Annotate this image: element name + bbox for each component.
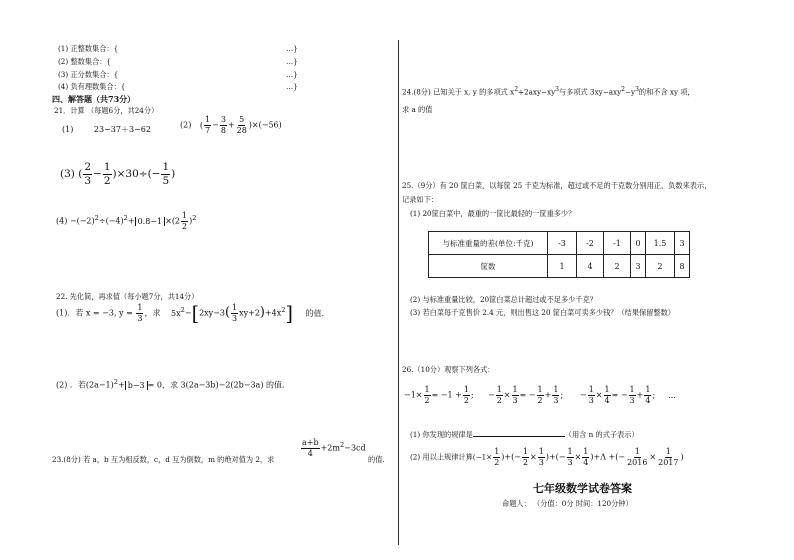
q25-line1: 25.（9分）有 20 筐白菜，以每筐 25 千克为标准，超过或不足的千克数分别用正、负数来表示， — [402, 181, 712, 190]
expression: = − — [611, 390, 628, 400]
q25-sub1: (1) 20筐白菜中，最重的一筐比最轻的一筐重多少？ — [410, 209, 576, 218]
table-cell: -3 — [548, 232, 577, 255]
expression: = − — [519, 390, 536, 400]
fraction: $\frac{1}{3}$ — [629, 385, 635, 405]
q21-part1 — [62, 124, 151, 135]
operator: + — [127, 216, 135, 226]
exponent: 2 — [339, 440, 345, 449]
fraction: $\frac{1}{2}$ — [537, 385, 543, 405]
exponent: 2 — [113, 378, 119, 386]
exponent: 2 — [94, 213, 99, 222]
expression: +4x — [264, 308, 282, 318]
answer-meta: 命题人： （分值：0分 时间：120分钟） — [502, 499, 633, 508]
expression: −3cd — [344, 443, 366, 453]
operator: + — [118, 380, 125, 390]
answer-blank[interactable] — [473, 428, 565, 437]
expression: xy+2 — [239, 308, 260, 318]
part-label: (3) — [60, 168, 75, 180]
operator: − — [212, 120, 219, 130]
fraction: $\frac{1}{2}$ — [496, 385, 502, 405]
fraction: $\frac{1}{2016}$ — [627, 447, 648, 467]
q23-expression — [300, 439, 366, 458]
table-cell: 1.5 — [646, 232, 675, 255]
fraction: $\frac{1}{3}$ — [538, 447, 544, 467]
exponent: 2 — [123, 213, 128, 222]
paren-open: ( — [225, 305, 230, 321]
q25-sub2: (2) 与标准重量比较，20筐白菜总计超过或不足多少千克？ — [410, 295, 597, 304]
fraction: $\frac{1}{2}$ — [424, 385, 430, 405]
table-cell: 4 — [577, 255, 604, 278]
expression: )×30÷(− — [112, 168, 161, 180]
table-cell: 2 — [646, 255, 675, 278]
q26-example-3: − $\frac{1}{3}$ × $\frac{1}{4}$ = − $\frac{1}{3}$ + $\frac{1}{4}$ ; — [580, 385, 656, 405]
text: (1) 你发现的规律是 — [410, 430, 473, 439]
paren-close: ) — [259, 305, 265, 321]
q26-sub1 — [410, 428, 639, 440]
fraction: $\frac{1}{4}$ — [645, 385, 651, 405]
operator: + — [544, 390, 552, 400]
set-close-4 — [286, 82, 298, 91]
expression: 的值. — [305, 308, 325, 318]
section-heading: 四、解答题（共73分） — [52, 94, 136, 104]
q26-ellipsis: … — [668, 391, 676, 400]
fraction: $\frac{1}{2}$ — [103, 161, 111, 187]
fraction: $\frac{5}{28}$ — [236, 115, 247, 135]
part-label: (4) — [56, 216, 68, 226]
fraction: $\frac{1}{3}$ — [137, 303, 143, 324]
q21-part2 — [180, 116, 282, 135]
part-label: (1) — [62, 125, 74, 134]
exponent: 2 — [180, 305, 185, 314]
q26-example-2: − $\frac{1}{2}$ × $\frac{1}{3}$ = − $\frac{1}{2}$ + $\frac{1}{3}$ ; — [488, 385, 564, 405]
q24-line2: 求 a 的值 — [402, 105, 433, 114]
text: （用含 n 的式子表示） — [564, 430, 639, 439]
paren: ) — [189, 216, 193, 226]
expression: (2) ．若 — [56, 380, 86, 390]
table-cell: -1 — [604, 232, 631, 255]
table-header: 与标准重量的差(单位:千克) — [429, 232, 548, 255]
q21-part4 — [56, 212, 197, 231]
operator: × — [530, 452, 537, 462]
set-close-1 — [286, 44, 298, 53]
operator: − — [93, 168, 102, 180]
fraction: $\frac{1}{3}$ — [567, 447, 573, 467]
expression: −(−2) — [69, 216, 95, 226]
q23-tail: 的值. — [368, 455, 385, 464]
table-cell: 8 — [675, 255, 690, 278]
expression: ÷(−4) — [98, 216, 124, 226]
fraction: $\frac{1}{4}$ — [604, 385, 610, 405]
fraction: $\frac{3}{8}$ — [220, 115, 226, 135]
fraction: $\frac{1}{2017}$ — [658, 447, 679, 467]
q22-title: 22. 先化简，再求值（每小题7分，共14分） — [56, 292, 199, 301]
set-item-4 — [58, 82, 125, 92]
expression: 2xy−3 — [199, 308, 225, 318]
operator: − — [184, 308, 192, 318]
answer-title: 七年级数学试卷答案 — [533, 482, 632, 495]
part-label: (2) — [180, 120, 192, 130]
fraction: $\frac{1}{4}$ — [583, 447, 589, 467]
q25-sub3: (3) 若白菜每千克售价 2.4 元，则出售这 20 筐白菜可卖多少钱？（结果保留整数） — [410, 308, 675, 317]
expression: (1)．若 x = −3, y = — [56, 308, 136, 318]
expression: − — [488, 390, 495, 400]
q26-example-1: −1× $\frac{1}{2}$ = −1 + $\frac{1}{2}$ ; — [404, 385, 474, 405]
exponent: 2 — [514, 86, 519, 93]
table-header: 筐数 — [429, 255, 548, 278]
fraction: $\frac{1}{2}$ — [463, 385, 469, 405]
text: 24.(8分) 已知关于 x, y 的多项式 x — [402, 87, 515, 97]
operator: × — [503, 390, 511, 400]
paren: ) — [171, 168, 176, 180]
table-cell: 1 — [548, 255, 577, 278]
expression: = −1 + — [431, 390, 462, 400]
table-row — [429, 232, 690, 255]
table-cell: 0 — [631, 232, 646, 255]
absolute-value: b−3 — [125, 381, 148, 390]
operator: × — [595, 390, 603, 400]
table-cell: -2 — [577, 232, 604, 255]
operator: × — [574, 452, 582, 462]
text: +2axy−xy — [518, 87, 556, 97]
operator: + — [636, 390, 644, 400]
set-close: …} — [286, 82, 298, 91]
set-close: …} — [286, 44, 298, 53]
column-divider — [398, 40, 399, 545]
exponent: 2 — [621, 86, 625, 93]
table-cell: 3 — [631, 255, 646, 278]
exponent: 2 — [281, 305, 286, 314]
q24-line1 — [402, 86, 695, 97]
set-label: (4) 负有理数集合：{ — [58, 82, 126, 91]
expression: )+Λ +(− — [590, 452, 626, 462]
fraction: $\frac{1}{2}$ — [522, 447, 529, 467]
bracket-close: ] — [285, 302, 293, 325]
expression: +2m — [320, 443, 340, 453]
paren: ( — [78, 168, 83, 180]
expression: = 0，求 3(2a−3b)−2(2b−3a) 的值. — [147, 380, 285, 390]
operator: + — [227, 120, 235, 130]
paren: ) — [680, 452, 684, 462]
expression: )+(− — [501, 452, 521, 462]
q21-part3 — [60, 162, 175, 186]
set-close: …} — [286, 70, 298, 79]
q22-part1 — [56, 304, 324, 323]
bracket-open: [ — [191, 302, 200, 325]
paren: ( — [199, 120, 204, 130]
set-label: (2) 整数集合：{ — [58, 57, 111, 66]
fraction: $\frac{1}{3}$ — [232, 303, 238, 324]
text: 与多项式 3xy−axy — [558, 87, 622, 97]
set-close-3 — [286, 70, 298, 79]
set-label: (1) 正整数集合：{ — [58, 44, 119, 53]
q26-title: 26.（10分）观察下列各式： — [402, 365, 495, 374]
fraction: $\frac{1}{5}$ — [162, 161, 170, 187]
fraction: $\frac{a+b}{4}$ — [302, 438, 319, 458]
expression: 23−37＋3−62 — [93, 125, 151, 134]
operator: × — [649, 452, 657, 462]
expression: −1× — [404, 390, 423, 400]
table-cell: 3 — [675, 232, 690, 255]
expression: ×(2 — [165, 216, 181, 226]
q22-part2 — [56, 378, 285, 391]
fraction: $\frac{1}{2}$ — [494, 447, 500, 467]
exponent: 3 — [635, 86, 639, 93]
q21-title: 21．计算 （每题6分，共24分） — [54, 106, 159, 115]
table-row — [429, 255, 690, 278]
fraction: $\frac{2}{3}$ — [84, 161, 92, 187]
expression: − — [580, 390, 587, 400]
text: (2) 用以上规律计算(−1× — [410, 452, 493, 462]
fraction: $\frac{1}{3}$ — [512, 385, 518, 405]
text: −y — [624, 87, 636, 97]
deviation-table — [428, 231, 690, 278]
expression: ，求 — [144, 308, 161, 318]
set-item-1 — [58, 44, 118, 54]
expression: 5x — [171, 308, 181, 318]
expression: )×(−56) — [248, 120, 282, 130]
expression: )+(− — [545, 452, 566, 462]
expression: (2a−1) — [85, 380, 114, 390]
q25-line2: 记录如下： — [402, 195, 438, 204]
set-item-3 — [58, 70, 118, 80]
text: 的和不含 xy 项， — [638, 87, 695, 97]
exponent: 2 — [192, 213, 197, 222]
fraction: $\frac{1}{3}$ — [588, 385, 594, 405]
table-cell: 2 — [604, 255, 631, 278]
fraction: $\frac{1}{7}$ — [205, 115, 211, 135]
set-item-2 — [58, 57, 111, 67]
absolute-value: 0.8−1 — [135, 217, 166, 226]
q26-sub2 — [410, 448, 684, 467]
set-close: …} — [286, 57, 298, 66]
exponent: 3 — [555, 86, 559, 93]
q23-text: 23.(8分) 若 a，b 互为相反数，c，d 互为倒数，m 的绝对值为 2，求 — [52, 455, 275, 464]
fraction: $\frac{1}{3}$ — [553, 385, 559, 405]
fraction: $\frac{1}{2}$ — [182, 211, 188, 231]
set-label: (3) 正分数集合：{ — [58, 70, 119, 79]
set-close-2 — [286, 57, 298, 66]
